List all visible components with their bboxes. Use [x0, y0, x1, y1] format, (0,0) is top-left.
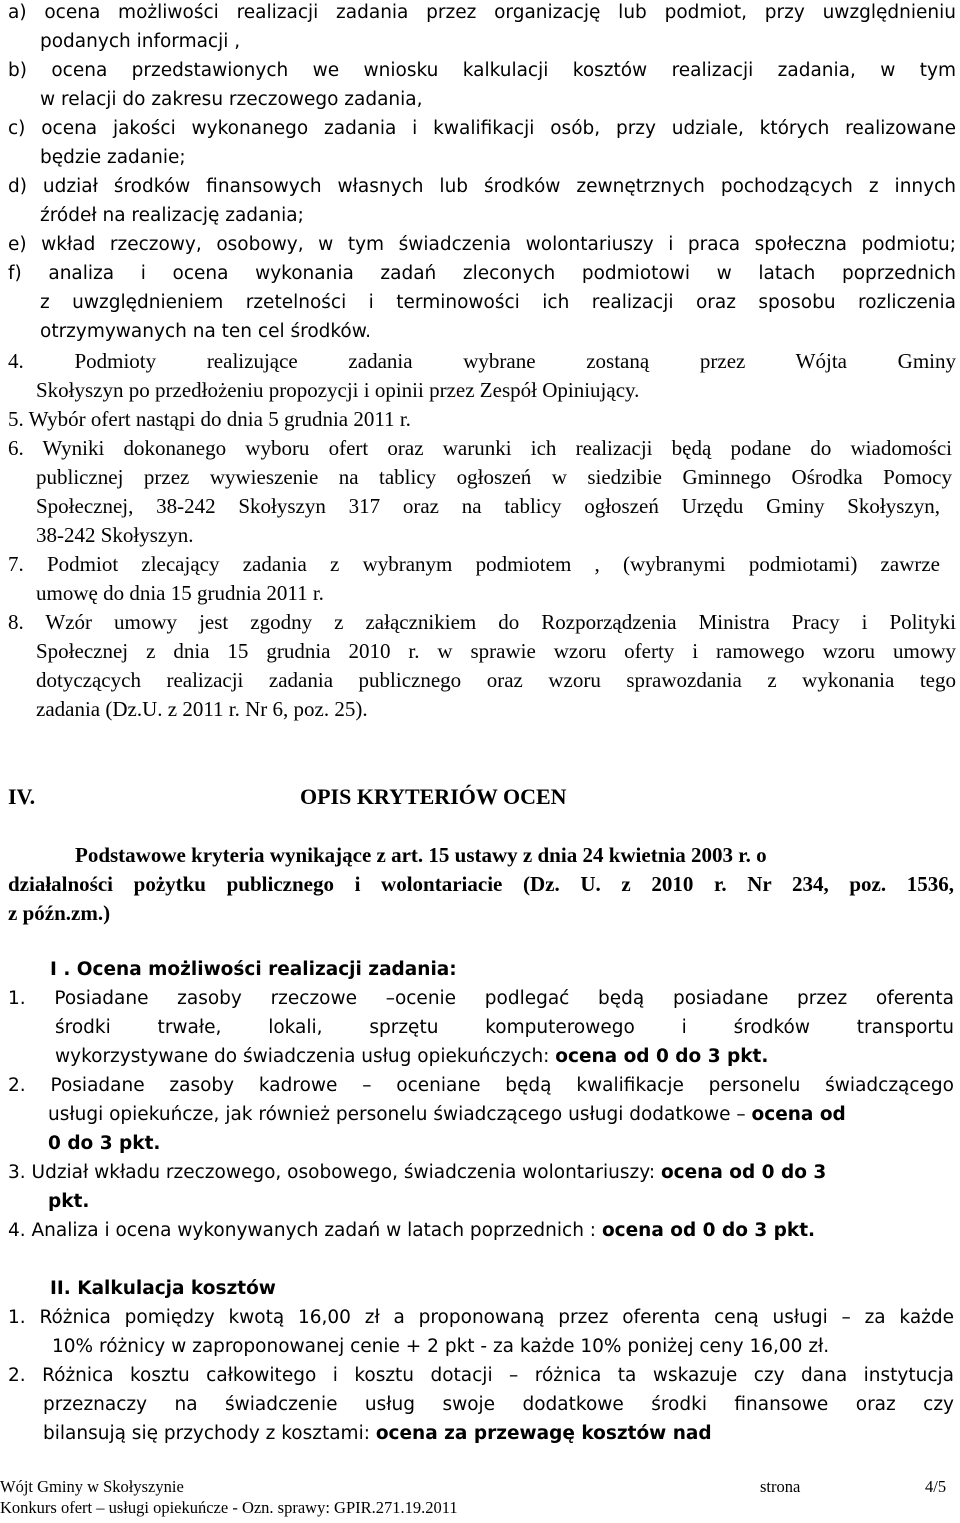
list-item-b-line1: b) ocena przedstawionych we wniosku kalkulacji kosztów realizacji zadania, w tym: [8, 60, 956, 81]
section-title: OPIS KRYTERIÓW OCEN: [300, 784, 567, 809]
footer-case-reference: Konkurs ofert – usługi opiekuńcze - Ozn. sprawy: GPIR.271.19.2011: [0, 1498, 458, 1517]
footer-author: Wójt Gminy w Skołyszynie: [0, 1477, 184, 1496]
criteria-basis-line2: działalności pożytku publicznego i wolontariacie (Dz. U. z 2010 r. Nr 234, poz. 1536,: [8, 872, 954, 896]
paragraph-6-line1: 6. Wyniki dokonanego wyboru ofert oraz warunki ich realizacji będą podane do wiadomości: [8, 436, 952, 460]
criteria-1-item1-line3: wykorzystywane do świadczenia usług opiekuńczych: ocena od 0 do 3 pkt.: [55, 1046, 769, 1067]
paragraph-8-line1: 8. Wzór umowy jest zgodny z załącznikiem do Rozporządzenia Ministra Pracy i Polityki: [8, 610, 956, 634]
list-item-b-line2: w relacji do zakresu rzeczowego zadania,: [40, 89, 423, 110]
criteria-1-heading: I . Ocena możliwości realizacji zadania:: [50, 959, 457, 980]
list-item-e-line1: e) wkład rzeczowy, osobowy, w tym świadczenia wolontariuszy i praca społeczna podmiotu;: [8, 234, 956, 255]
paragraph-6-line2: publicznej przez wywieszenie na tablicy ogłoszeń w siedzibie Gminnego Ośrodka Pomocy: [36, 465, 952, 489]
paragraph-5: 5. Wybór ofert nastąpi do dnia 5 grudnia 2011 r.: [8, 407, 411, 431]
paragraph-7-line1: 7. Podmiot zlecający zadania z wybranym podmiotem , (wybranymi podmiotami) zawrze: [8, 552, 940, 576]
criteria-basis-line1: Podstawowe kryteria wynikające z art. 15 ustawy z dnia 24 kwietnia 2003 r. o: [75, 843, 767, 867]
criteria-1-item4-line1: 4. Analiza i ocena wykonywanych zadań w latach poprzednich : ocena od 0 do 3 pkt.: [8, 1220, 816, 1241]
list-item-c-line1: c) ocena jakości wykonanego zadania i kwalifikacji osób, przy udziale, których realizowane: [8, 118, 956, 139]
criteria-2-item2-line1: 2. Różnica kosztu całkowitego i kosztu dotacji – różnica ta wskazuje czy dana instytucja: [8, 1365, 954, 1386]
footer-page-number: 4/5: [925, 1477, 947, 1496]
criteria-2-heading: II. Kalkulacja kosztów: [50, 1278, 276, 1299]
list-item-f-line3: otrzymywanych na ten cel środków.: [40, 321, 372, 342]
criteria-2-item1-line2: 10% różnicy w zaproponowanej cenie + 2 pkt - za każde 10% poniżej ceny 16,00 zł.: [52, 1336, 830, 1357]
list-item-d-line2: źródeł na realizację zadania;: [40, 205, 304, 226]
footer-page-label: strona: [760, 1477, 801, 1496]
criteria-2-item1-line1: 1. Różnica pomiędzy kwotą 16,00 zł a proponowaną przez oferenta ceną usługi – za każde: [8, 1307, 954, 1328]
criteria-1-item3-line1: 3. Udział wkładu rzeczowego, osobowego, świadczenia wolontariuszy: ocena od 0 do 3: [8, 1162, 827, 1183]
paragraph-8-line4: zadania (Dz.U. z 2011 r. Nr 6, poz. 25).: [36, 697, 368, 721]
paragraph-6-line4: 38-242 Skołyszyn.: [36, 523, 194, 547]
criteria-1-item2-line3: 0 do 3 pkt.: [48, 1133, 161, 1154]
list-item-c-line2: będzie zadanie;: [40, 147, 186, 168]
criteria-basis-line3: z późn.zm.): [8, 901, 111, 925]
list-item-f-line1: f) analiza i ocena wykonania zadań zleconych podmiotowi w latach poprzednich: [8, 263, 956, 284]
criteria-2-item2-line3: bilansują się przychody z kosztami: ocena za przewagę kosztów nad: [43, 1423, 712, 1444]
paragraph-7-line2: umowę do dnia 15 grudnia 2011 r.: [36, 581, 324, 605]
paragraph-4-line1: 4. Podmioty realizujące zadania wybrane zostaną przez Wójta Gminy: [8, 349, 956, 373]
criteria-1-item3-line2: pkt.: [48, 1191, 90, 1212]
list-item-a-line2: podanych informacji ,: [40, 31, 241, 52]
paragraph-4-line2: Skołyszyn po przedłożeniu propozycji i opinii przez Zespół Opiniujący.: [36, 378, 640, 402]
list-item-a-line1: a) ocena możliwości realizacji zadania przez organizację lub podmiot, przy uwzględnieniu: [8, 2, 956, 23]
paragraph-6-line3: Społecznej, 38-242 Skołyszyn 317 oraz na tablicy ogłoszeń Urzędu Gminy Skołyszyn,: [36, 494, 940, 518]
criteria-1-item2-line1: 2. Posiadane zasoby kadrowe – oceniane będą kwalifikacje personelu świadczącego: [8, 1075, 954, 1096]
paragraph-8-line3: dotyczących realizacji zadania publicznego oraz wzoru sprawozdania z wykonania tego: [36, 668, 956, 692]
list-item-f-line2: z uwzględnieniem rzetelności i terminowości ich realizacji oraz sposobu rozliczenia: [40, 292, 956, 313]
paragraph-8-line2: Społecznej z dnia 15 grudnia 2010 r. w sprawie wzoru oferty i ramowego wzoru umowy: [36, 639, 956, 663]
list-item-d-line1: d) udział środków finansowych własnych lub środków zewnętrznych pochodzących z innych: [8, 176, 956, 197]
criteria-1-item1-line1: 1. Posiadane zasoby rzeczowe –ocenie podlegać będą posiadane przez oferenta: [8, 988, 954, 1009]
criteria-1-item1-line2: środki trwałe, lokali, sprzętu komputerowego i środków transportu: [55, 1017, 954, 1038]
criteria-1-item2-line2: usługi opiekuńcze, jak również personelu świadczącego usługi dodatkowe – ocena od: [48, 1104, 846, 1125]
criteria-2-item2-line2: przeznaczy na świadczenie usług swoje dodatkowe środki finansowe oraz czy: [43, 1394, 954, 1415]
section-number: IV.: [8, 784, 36, 809]
